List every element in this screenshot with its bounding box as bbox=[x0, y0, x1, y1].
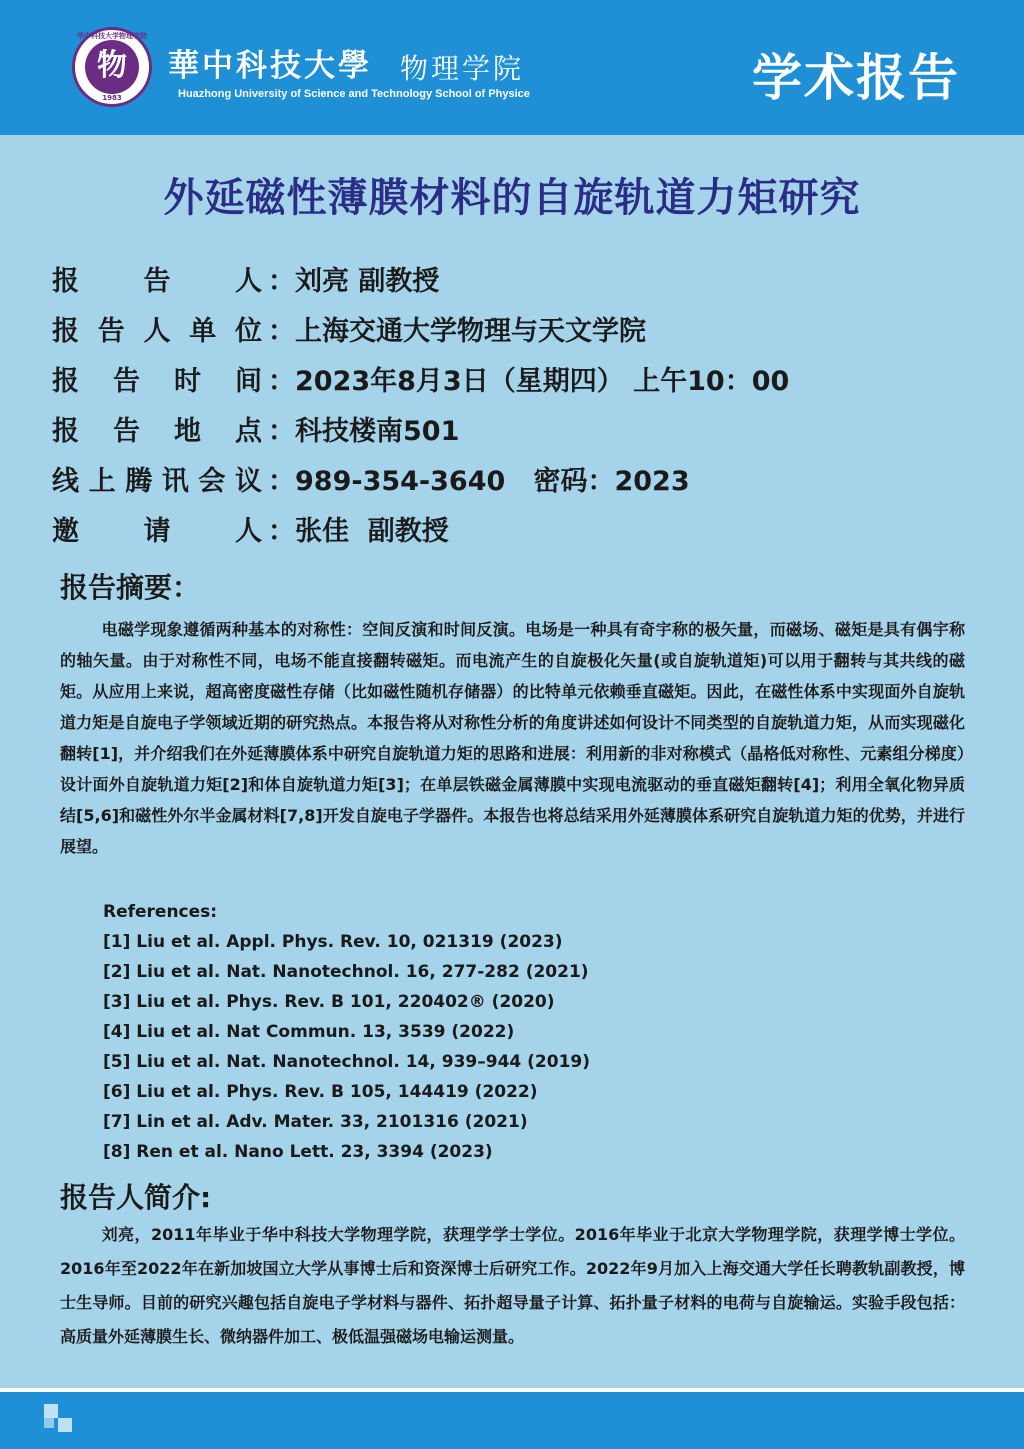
label-char: 人 bbox=[143, 316, 171, 347]
info-label bbox=[52, 359, 262, 398]
reference-item: [5] Liu et al. Nat. Nanotechnol. 14, 939–944 (2019) bbox=[103, 1052, 590, 1072]
reference-item: [1] Liu et al. Appl. Phys. Rev. 10, 021319 (2023) bbox=[103, 932, 563, 952]
affiliation-value: 上海交通大学物理与天文学院 bbox=[295, 316, 646, 347]
label-char: 位 bbox=[235, 316, 262, 347]
label-char: 会 bbox=[198, 466, 226, 497]
label-char: 人 bbox=[235, 266, 262, 297]
info-value: ：2023年8月3日（星期四） 上午10：00 bbox=[268, 366, 790, 397]
label-char: 上 bbox=[88, 466, 116, 497]
label-char: 时 bbox=[174, 366, 201, 397]
label-char: 告 bbox=[97, 316, 125, 347]
label-char: 间 bbox=[235, 366, 262, 397]
university-seal-logo bbox=[72, 27, 152, 107]
footer-banner bbox=[0, 1392, 1024, 1449]
label-char: 请 bbox=[143, 516, 171, 547]
university-name-cn: 華中科技大學 bbox=[168, 48, 372, 84]
reference-item: [3] Liu et al. Phys. Rev. B 101, 220402® (2020) bbox=[103, 992, 555, 1012]
label-char: 告 bbox=[143, 266, 171, 297]
reference-item: [8] Ren et al. Nano Lett. 23, 3394 (2023) bbox=[103, 1142, 493, 1162]
label-char: 报 bbox=[52, 416, 79, 447]
seal-top-text: 华中科技大学物理学院 bbox=[77, 32, 147, 40]
label-char: 讯 bbox=[161, 466, 189, 497]
info-label bbox=[52, 509, 262, 548]
label-char: 地 bbox=[174, 416, 201, 447]
info-value: ：张佳 副教授 bbox=[268, 516, 449, 547]
host-value: 张佳 副教授 bbox=[295, 516, 449, 547]
meeting-value: 989-354-3640 密码：2023 bbox=[295, 466, 690, 497]
label-char: 点 bbox=[235, 416, 262, 447]
references-list bbox=[103, 897, 590, 1167]
info-value: ：科技楼南501 bbox=[268, 416, 460, 447]
university-name-en: Huazhong University of Science and Technology School of Physice bbox=[178, 88, 530, 100]
reference-item: [4] Liu et al. Nat Commun. 13, 3539 (2022) bbox=[103, 1022, 515, 1042]
bio-heading: 报告人简介: bbox=[60, 1181, 212, 1214]
label-char: 告 bbox=[113, 416, 140, 447]
label-char: 人 bbox=[235, 516, 262, 547]
info-label bbox=[52, 459, 262, 498]
header-banner bbox=[0, 0, 1024, 135]
label-char: 报 bbox=[52, 266, 79, 297]
location-value: 科技楼南501 bbox=[295, 416, 460, 447]
label-char: 单 bbox=[189, 316, 217, 347]
talk-title: 外延磁性薄膜材料的自旋轨道力矩研究 bbox=[163, 175, 861, 221]
reference-item: [7] Lin et al. Adv. Mater. 33, 2101316 (2021) bbox=[103, 1112, 528, 1132]
info-value: ：上海交通大学物理与天文学院 bbox=[268, 316, 646, 347]
reference-item: [2] Liu et al. Nat. Nanotechnol. 16, 277-282 (2021) bbox=[103, 962, 589, 982]
label-char: 线 bbox=[52, 466, 79, 497]
references-heading: References: bbox=[103, 902, 218, 922]
decorative-square bbox=[58, 1418, 72, 1432]
decorative-square bbox=[44, 1404, 58, 1418]
label-char: 报 bbox=[52, 366, 79, 397]
bio-text: 刘亮，2011年毕业于华中科技大学物理学院，获理学学士学位。2016年毕业于北京大学物理学院，获理学博士学位。2016年至2022年在新加坡国立大学从事博士后和资深博士后研究工作。2022年9月加入上海交通大学任长聘教轨副教授，博士生导师。目前的研究兴趣包括自旋电子学材料与器件、拓扑超导量子计算、拓扑量子材料的电荷与自旋输运。实验手段包括：高质量外延薄膜生长、微纳器件加工、极低温强磁场电输运测量。 bbox=[60, 1225, 965, 1346]
abstract-text: 电磁学现象遵循两种基本的对称性：空间反演和时间反演。电场是一种具有奇宇称的极矢量，而磁场、磁矩是具有偶宇称的轴矢量。由于对称性不同，电场不能直接翻转磁矩。而电流产生的自旋极化矢量(或自旋轨道矩)可以用于翻转与其共线的磁矩。从应用上来说，超高密度磁性存储（比如磁性随机存储器）的比特单元依赖垂直磁矩。因此，在磁性体系中实现面外自旋轨道力矩是自旋电子学领域近期的研究热点。本报告将从对称性分析的角度讲述如何设计不同类型的自旋轨道力矩，从而实现磁化翻转[1]，并介绍我们在外延薄膜体系中研究自旋轨道力矩的思路和进展：利用新的非对称模式（晶格低对称性、元素组分梯度）设计面外自旋轨道力矩[2]和体自旋轨道力矩[3]；在单层铁磁金属薄膜中实现电流驱动的垂直磁矩翻转[4]；利用全氧化物异质结[5,6]和磁性外尔半金属材料[7,8]开发自旋电子学器件。本报告也将总结采用外延薄膜体系研究自旋轨道力矩的优势，并进行展望。 bbox=[60, 620, 965, 856]
time-value: 2023年8月3日（星期四） 上午10：00 bbox=[295, 366, 790, 397]
decorative-square bbox=[44, 1418, 54, 1428]
info-value: ：刘亮 副教授 bbox=[268, 266, 440, 297]
reference-item: [6] Liu et al. Phys. Rev. B 105, 144419 (2022) bbox=[103, 1082, 538, 1102]
seal-center-glyph: 物 bbox=[85, 40, 139, 94]
seal-year: 1983 bbox=[102, 94, 122, 102]
label-char: 报 bbox=[52, 316, 79, 347]
label-char: 腾 bbox=[125, 466, 153, 497]
school-name-cn: 物理学院 bbox=[400, 52, 525, 85]
info-value: ：989-354-3640 密码：2023 bbox=[268, 466, 690, 497]
label-char: 告 bbox=[113, 366, 140, 397]
academic-report-badge: 学术报告 bbox=[752, 48, 960, 107]
abstract-heading: 报告摘要： bbox=[60, 571, 201, 604]
info-label bbox=[52, 309, 262, 348]
info-label bbox=[52, 409, 262, 448]
info-label bbox=[52, 259, 262, 298]
label-char: 议 bbox=[234, 466, 262, 497]
speaker-value: 刘亮 副教授 bbox=[295, 266, 440, 297]
label-char: 邀 bbox=[52, 516, 79, 547]
